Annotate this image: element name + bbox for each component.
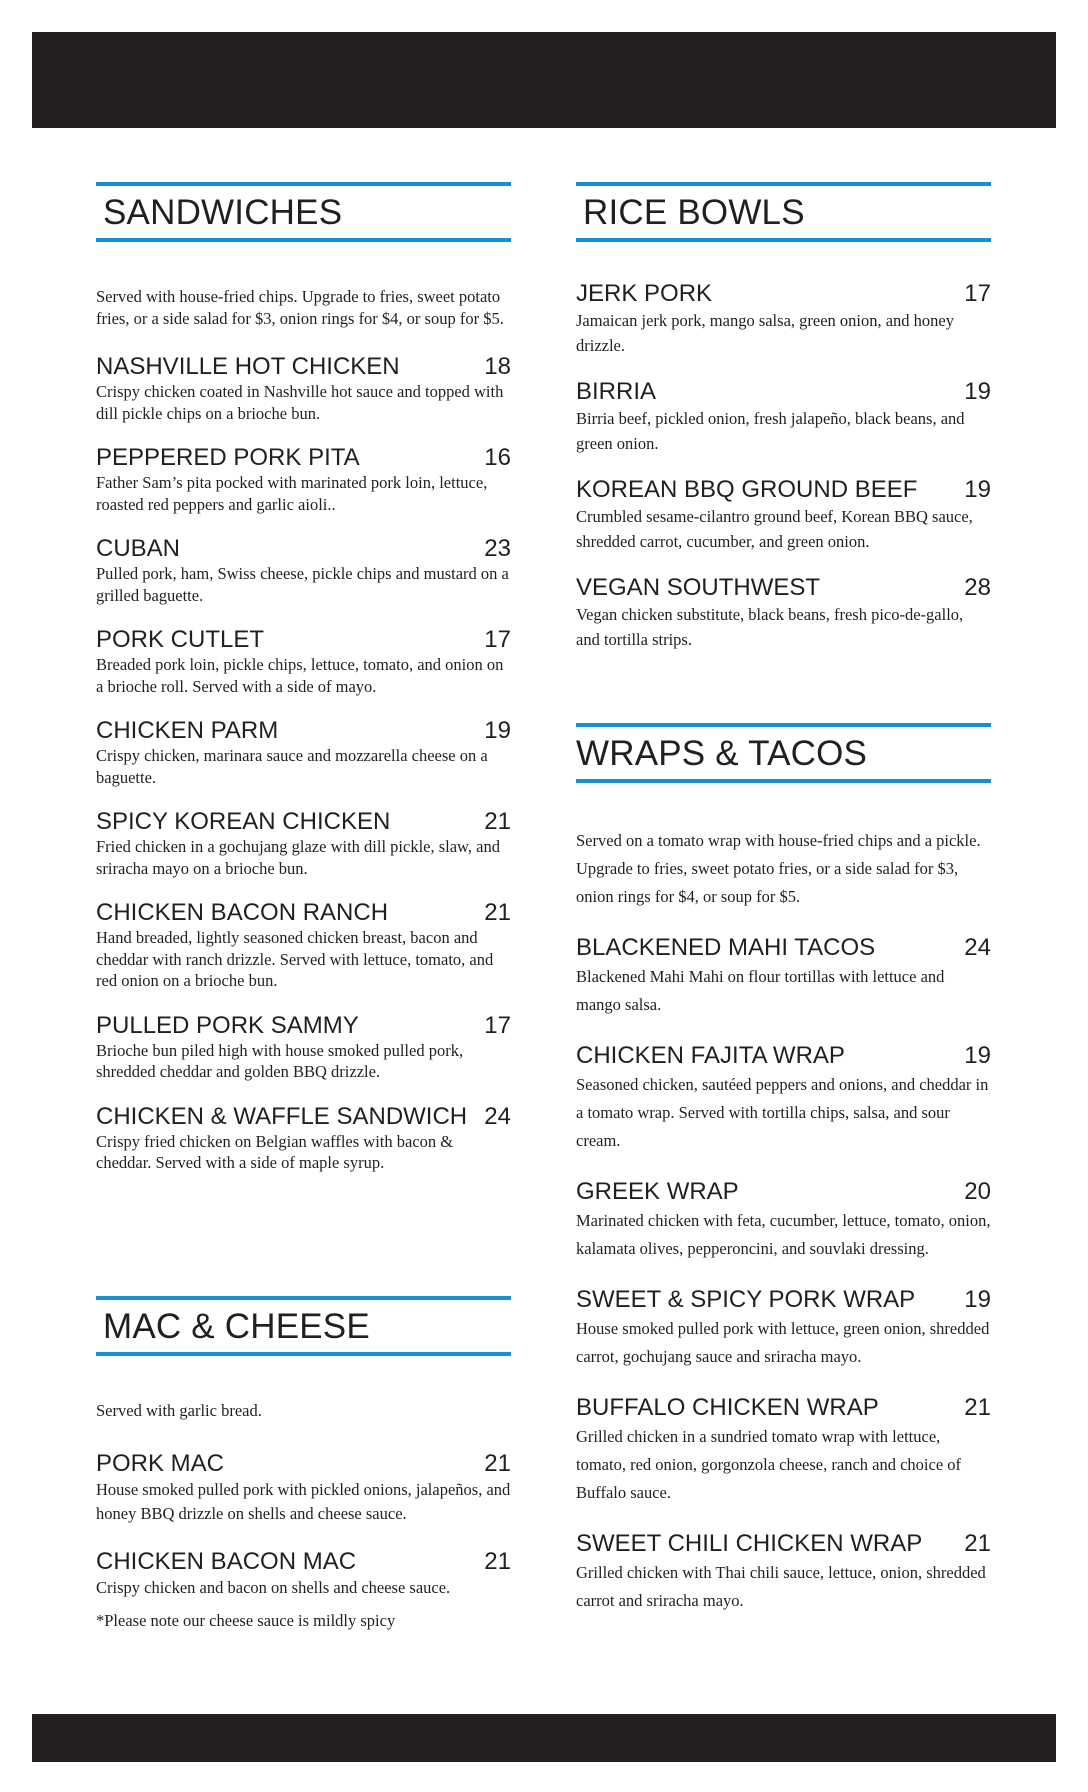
item-name: CHICKEN BACON MAC: [96, 1547, 357, 1575]
item-description: Jamaican jerk pork, mango salsa, green onion, and honey drizzle.: [576, 311, 955, 355]
item-description: Crispy chicken, marinara sauce and mozzarella cheese on a baguette.: [96, 746, 488, 787]
item-name: CHICKEN FAJITA WRAP: [576, 1042, 845, 1069]
menu-item: [96, 717, 511, 788]
item-name: PULLED PORK SAMMY: [96, 1011, 359, 1039]
item-description: Blackened Mahi Mahi on flour tortillas with lettuce and mango salsa.: [576, 967, 945, 1014]
item-description: Vegan chicken substitute, black beans, fresh pico-de-gallo, and tortilla strips.: [576, 605, 964, 649]
item-price: 16: [484, 444, 511, 471]
item-price: 20: [964, 1178, 991, 1205]
menu-item: [576, 574, 991, 652]
item-name: SWEET & SPICY PORK WRAP: [576, 1286, 916, 1313]
item-name: GREEK WRAP: [576, 1178, 739, 1205]
item-name: PORK CUTLET: [96, 626, 265, 653]
item-name: VEGAN SOUTHWEST: [576, 574, 821, 601]
item-name: JERK PORK: [576, 280, 713, 307]
menu-item: [96, 626, 511, 697]
item-price: 21: [484, 1547, 511, 1575]
menu-item: [96, 1012, 511, 1083]
item-price: 19: [484, 717, 511, 744]
rice-bowls-section: [576, 182, 991, 652]
item-name: CHICKEN BACON RANCH: [96, 899, 389, 926]
menu-item: [96, 444, 511, 515]
item-description: Crispy chicken and bacon on shells and cheese sauce.: [96, 1577, 451, 1597]
menu-item: [576, 933, 991, 1019]
item-name: BLACKENED MAHI TACOS: [576, 934, 876, 961]
menu-item: [576, 476, 991, 554]
item-price: 19: [964, 476, 991, 503]
item-description: Marinated chicken with feta, cucumber, lettuce, tomato, onion, kalamata olives, pepperoncini, and souvlaki dressing.: [576, 1211, 991, 1258]
item-price: 18: [484, 353, 511, 380]
item-description: Pulled pork, ham, Swiss cheese, pickle chips and mustard on a grilled baguette.: [96, 564, 509, 605]
item-price: 23: [484, 535, 511, 562]
item-price: 21: [964, 1394, 991, 1421]
section-header: [96, 1296, 511, 1356]
section-title: SANDWICHES: [103, 193, 343, 232]
section-header: [576, 723, 991, 783]
item-description: Grilled chicken in a sundried tomato wrap with lettuce, tomato, red onion, gorgonzola cheese, ranch and choice of Buffalo sauce.: [576, 1427, 962, 1502]
item-description: Crumbled sesame-cilantro ground beef, Korean BBQ sauce, shredded carrot, cucumber, and green onion.: [576, 507, 973, 551]
item-name: SPICY KOREAN CHICKEN: [96, 808, 391, 835]
item-name: CHICKEN & WAFFLE SANDWICH: [96, 1102, 468, 1130]
item-price: 21: [484, 1449, 511, 1477]
item-price: 24: [964, 934, 991, 961]
item-description: Fried chicken in a gochujang glaze with dill pickle, slaw, and sriracha mayo on a brioche bun.: [96, 837, 500, 878]
menu-item: [576, 1529, 991, 1615]
item-name: BIRRIA: [576, 378, 657, 405]
menu-item: [96, 899, 511, 992]
item-name: PEPPERED PORK PITA: [96, 444, 360, 471]
item-name: KOREAN BBQ GROUND BEEF: [576, 476, 918, 503]
menu-item: [576, 378, 991, 456]
item-description: Birria beef, pickled onion, fresh jalapeño, black beans, and green onion.: [576, 409, 965, 453]
item-name: NASHVILLE HOT CHICKEN: [96, 353, 400, 380]
item-description: Brioche bun piled high with house smoked pulled pork, shredded cheddar and golden BBQ drizzle.: [96, 1040, 464, 1081]
menu-item: [576, 280, 991, 358]
item-price: 21: [964, 1530, 991, 1557]
item-price: 19: [964, 1042, 991, 1069]
item-name: CHICKEN PARM: [96, 717, 279, 744]
menu-item: [96, 808, 511, 879]
item-price: 24: [484, 1102, 511, 1130]
sandwiches-section: [96, 182, 511, 1174]
menu-item: [96, 1548, 511, 1600]
item-price: 21: [484, 899, 511, 926]
item-price: 28: [964, 574, 991, 601]
item-price: 19: [964, 378, 991, 405]
item-price: 17: [484, 1011, 511, 1039]
item-description: House smoked pulled pork with lettuce, green onion, shredded carrot, gochujang sauce and sriracha mayo.: [576, 1319, 990, 1366]
item-price: 17: [484, 626, 511, 653]
menu-item: [96, 1450, 511, 1526]
item-description: Hand breaded, lightly seasoned chicken breast, bacon and cheddar with ranch drizzle. Served with lettuce, tomato, and red onion on a brioche bun.: [96, 928, 494, 990]
section-intro: Served with garlic bread.: [96, 1401, 262, 1420]
menu-item: [96, 353, 511, 424]
item-name: PORK MAC: [96, 1449, 225, 1477]
item-price: 21: [484, 808, 511, 835]
section-intro: Served with house-fried chips. Upgrade to fries, sweet potato fries, or a side salad for $3, onion rings for $4, or soup for $5.: [96, 287, 504, 328]
menu-item: [96, 1103, 511, 1174]
footer-bar: [32, 1714, 1056, 1762]
menu-item: [576, 1285, 991, 1371]
mac-cheese-section: [96, 1296, 511, 1632]
section-header: [576, 182, 991, 242]
cheese-sauce-note: *Please note our cheese sauce is mildly spicy: [96, 1610, 396, 1630]
item-description: Breaded pork loin, pickle chips, lettuce, tomato, and onion on a brioche roll. Served with a side of mayo.: [96, 655, 504, 696]
item-description: Father Sam’s pita pocked with marinated pork loin, lettuce, roasted red peppers and garlic aioli..: [96, 473, 488, 514]
item-description: House smoked pulled pork with pickled onions, jalapeños, and honey BBQ drizzle on shells and cheese sauce.: [96, 1479, 511, 1523]
header-bar: [32, 32, 1056, 128]
menu-item: [576, 1393, 991, 1507]
item-description: Crispy chicken coated in Nashville hot sauce and topped with dill pickle chips on a brioche bun.: [96, 382, 504, 423]
item-price: 17: [964, 280, 991, 307]
wraps-tacos-section: [576, 723, 991, 1615]
item-description: Seasoned chicken, sautéed peppers and onions, and cheddar in a tomato wrap. Served with tortilla chips, salsa, and sour cream.: [576, 1075, 989, 1150]
menu-item: [576, 1041, 991, 1155]
item-name: SWEET CHILI CHICKEN WRAP: [576, 1530, 923, 1557]
item-name: CUBAN: [96, 535, 181, 562]
item-description: Grilled chicken with Thai chili sauce, lettuce, onion, shredded carrot and sriracha mayo.: [576, 1563, 986, 1610]
item-description: Crispy fried chicken on Belgian waffles with bacon & cheddar. Served with a side of maple syrup.: [96, 1131, 454, 1172]
section-header: [96, 182, 511, 242]
menu-item: [576, 1177, 991, 1263]
section-intro: Served on a tomato wrap with house-fried chips and a pickle. Upgrade to fries, sweet potato fries, or a side salad for $3, onion rings for $4, or soup for $5.: [576, 831, 981, 906]
section-title: MAC & CHEESE: [103, 1307, 370, 1346]
section-title: RICE BOWLS: [583, 193, 805, 232]
item-price: 19: [964, 1286, 991, 1313]
menu-item: [96, 535, 511, 606]
section-title: WRAPS & TACOS: [576, 734, 868, 773]
item-name: BUFFALO CHICKEN WRAP: [576, 1394, 879, 1421]
